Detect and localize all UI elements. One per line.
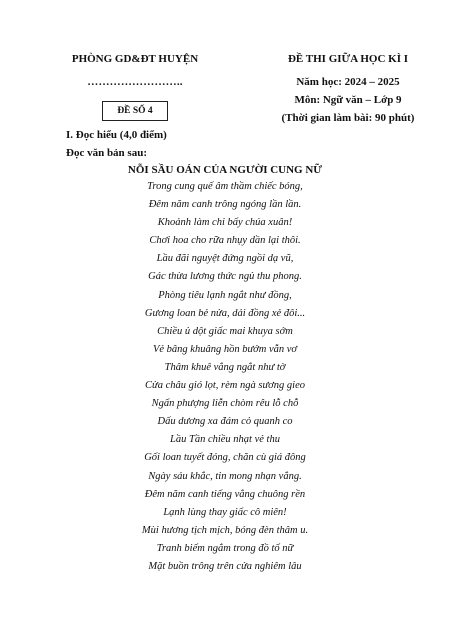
poem-line: Lầu đãi nguyệt đứng ngồi dạ vũ,	[156, 253, 294, 265]
poem-line: Chơi hoa cho rữa nhụy dần lại thôi.	[149, 235, 301, 247]
poem-line: Lạnh lùng thay giấc cô miên!	[163, 506, 287, 518]
section-heading: I. Đọc hiểu (4,0 điểm)	[66, 129, 167, 141]
exam-title: ĐỀ THI GIỮA HỌC KÌ I	[287, 53, 409, 65]
poem-line: Vẻ bâng khuâng hồn bướm vẫn vơ	[152, 343, 298, 355]
poem-line: Đêm năm canh tiếng vẳng chuông rền	[144, 488, 306, 500]
school-year: Năm học: 2024 – 2025	[296, 76, 400, 88]
poem-line: Cửa châu gió lọt, rèm ngà sương gieo	[145, 380, 305, 392]
poem-line: Gối loan tuyết đóng, chăn cù giá đông	[144, 452, 306, 464]
poem-line: Ngấn phượng liễn chòm rêu lỗ chỗ	[151, 398, 299, 410]
exam-code: ĐỀ SỐ 4	[117, 106, 153, 116]
poem-line: Phòng tiêu lạnh ngắt như đồng,	[158, 289, 292, 301]
exam-code-box	[102, 101, 167, 121]
district-placeholder: ……………………..	[87, 76, 183, 88]
poem-line: Thâm khuê vắng ngắt như tờ	[164, 361, 286, 373]
department-name: PHÒNG GD&ĐT HUYỆN	[71, 53, 199, 65]
poem-title: NỖI SẦU OÁN CỦA NGƯỜI CUNG NỮ	[127, 164, 323, 176]
poem-line: Ngày sáu khắc, tin mong nhạn vắng.	[148, 470, 302, 482]
poem-line: Chiều ủ dột giấc mai khuya sớm	[157, 325, 293, 337]
reading-instruction: Đọc văn bản sau:	[66, 147, 147, 159]
poem-line: Mùi hương tịch mịch, bóng đèn thâm u.	[141, 524, 309, 536]
poem-line: Trong cung quế âm thầm chiếc bóng,	[147, 181, 303, 192]
issuing-office-block	[40, 50, 230, 121]
poem-line: Khoảnh làm chi bấy chúa xuân!	[157, 217, 293, 229]
duration: (Thời gian làm bài: 90 phút)	[281, 112, 415, 124]
poem-line: Tranh biếm ngắm trong đồ tố nữ	[156, 542, 294, 554]
poem-line: Dấu dương xa đám cỏ quanh co	[157, 416, 293, 428]
poem-line: Gác thừa lương thức ngủ thu phong.	[148, 271, 302, 283]
poem-line: Lầu Tần chiều nhạt vẻ thu	[170, 434, 280, 446]
exam-info-block	[262, 50, 434, 127]
poem-text	[0, 178, 450, 576]
poem-line: Mặt buồn trông trên cửa nghiêm lâu	[148, 560, 302, 572]
poem-line: Gương loan bẻ nửa, dải đồng xẻ đôi...	[144, 307, 306, 319]
poem-line: Đêm năm canh trông ngóng lần lần.	[148, 199, 302, 211]
subject: Môn: Ngữ văn – Lớp 9	[294, 94, 402, 106]
